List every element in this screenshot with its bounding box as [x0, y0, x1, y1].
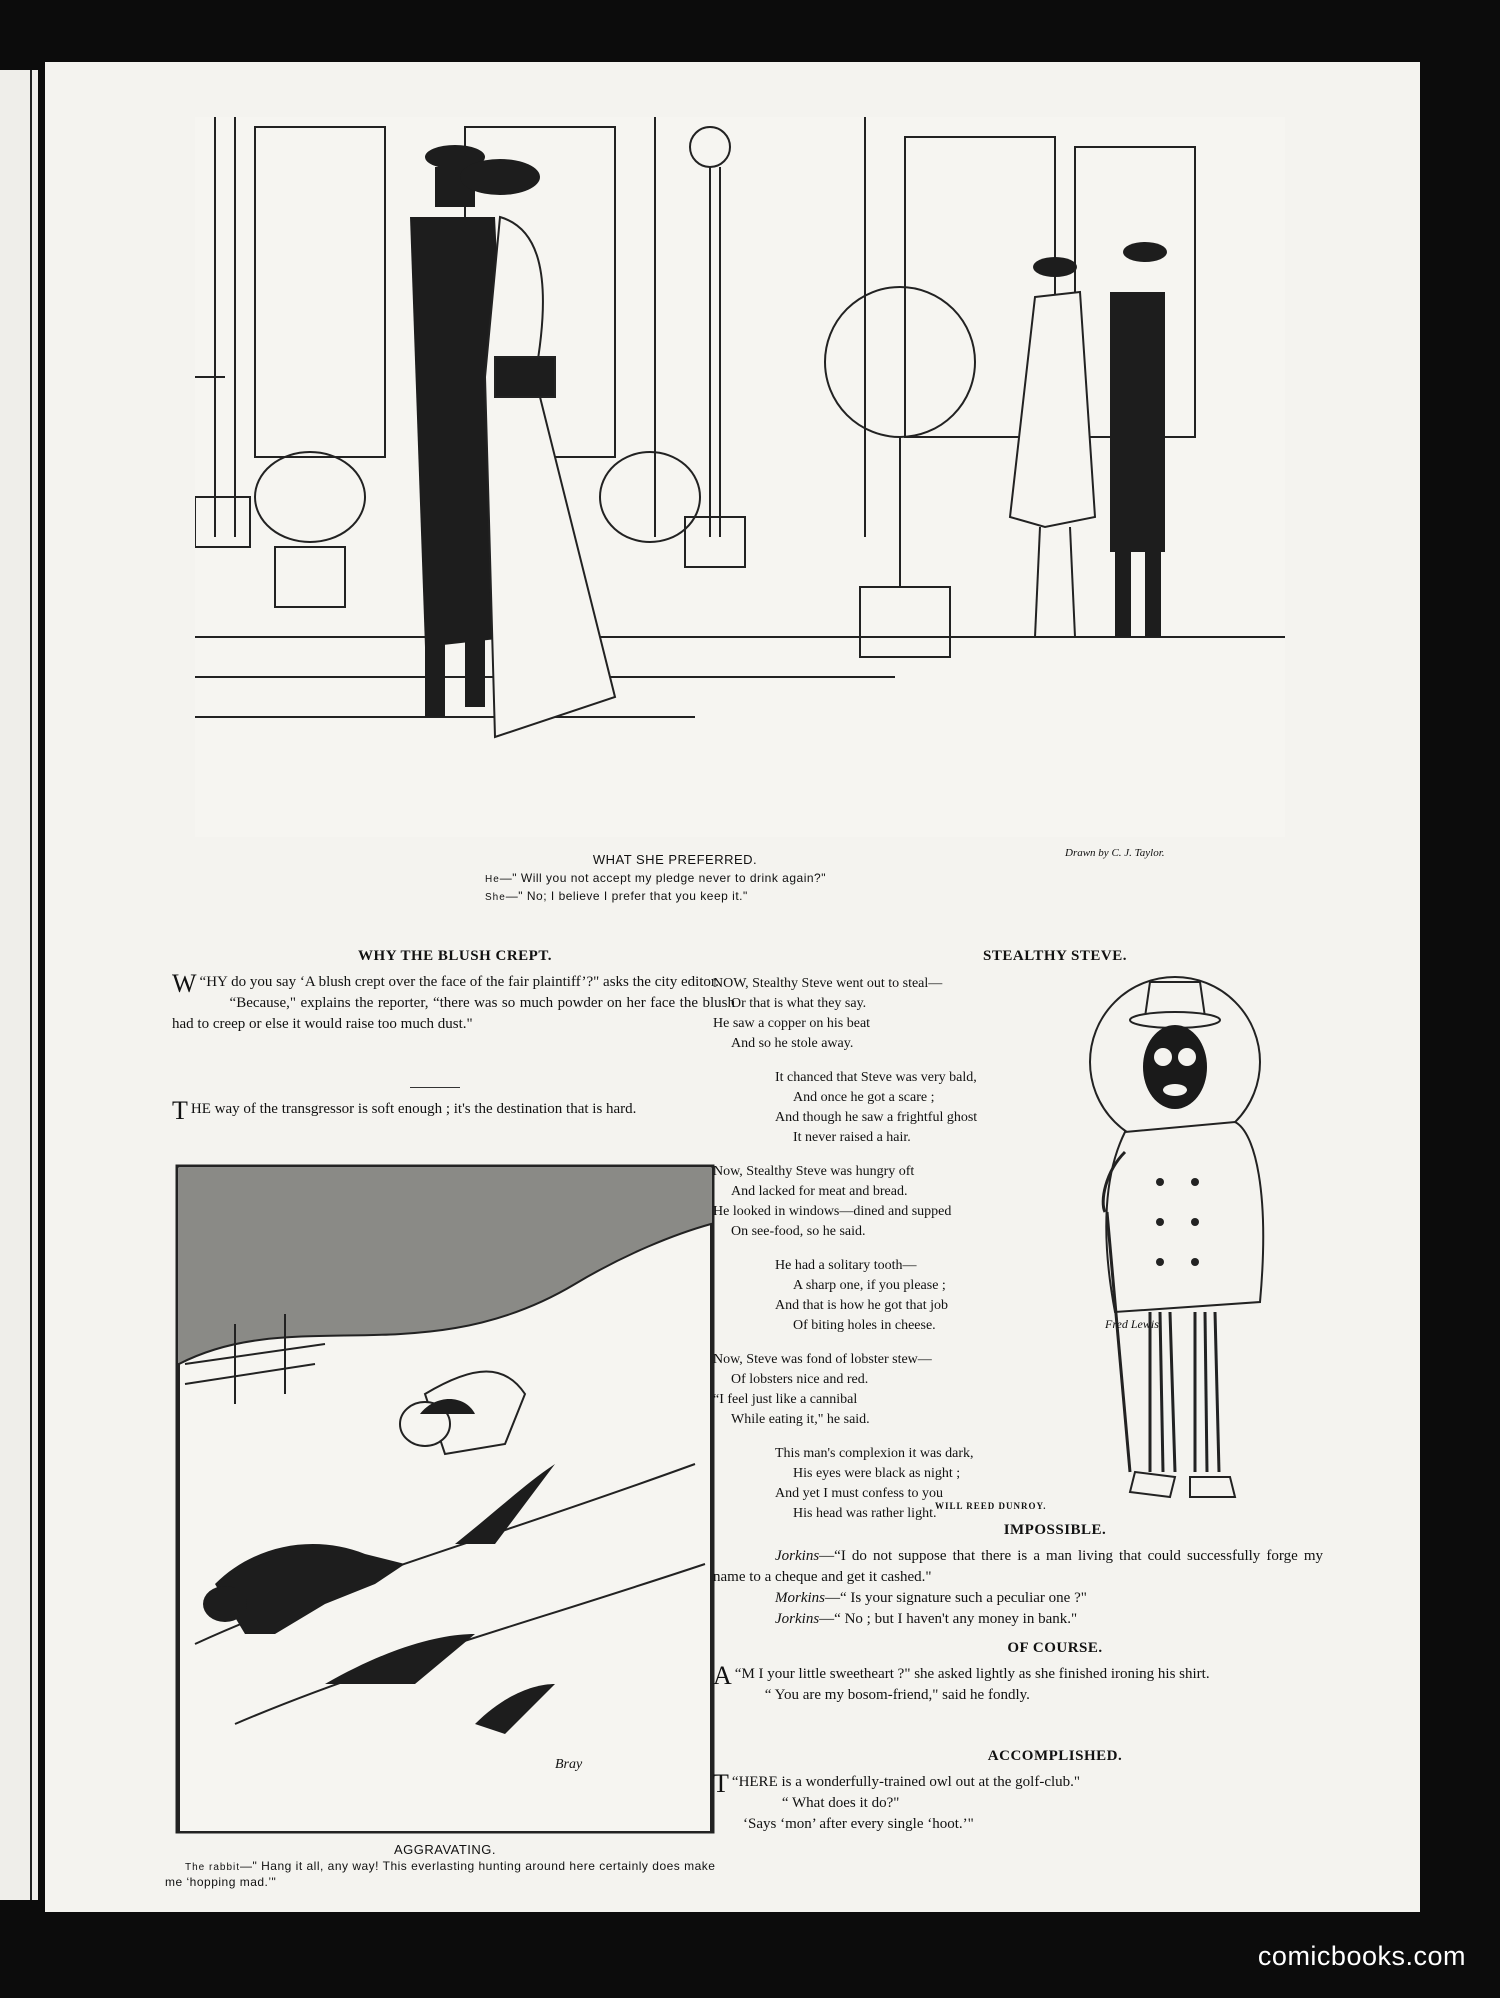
poem-line: NOW, Stealthy Steve went out to steal— — [713, 976, 943, 991]
section-divider — [410, 1087, 460, 1088]
accomplished-paragraph-2: “ What does it do?" — [781, 1795, 900, 1811]
accomplished-paragraph-3: ‘Says ‘mon’ after every single ‘hoot.’" — [743, 1816, 974, 1832]
site-watermark: comicbooks.com — [1257, 1941, 1466, 1971]
impossible-line-1 — [713, 1546, 1323, 1588]
poem-line: And though he saw a frightful ghost — [775, 1110, 978, 1125]
stealthy-steve-illustration — [1055, 972, 1325, 1532]
transgressor-text: HE way of the transgressor is soft enough ; it's the destination that is hard. — [190, 1101, 637, 1117]
transgressor-article — [172, 1096, 735, 1125]
poem-stanza — [713, 1068, 1093, 1148]
impossible-line-3 — [713, 1609, 1323, 1630]
poem-stanza — [713, 1350, 1093, 1430]
poem-stanza — [713, 1162, 1093, 1242]
poem-stanza — [713, 974, 1093, 1054]
of-course-article — [713, 1661, 1323, 1706]
rabbit-cartoon-title: AGGRAVATING. — [393, 1842, 497, 1857]
accomplished-dropcap: T — [713, 1769, 729, 1798]
rabbit-cartoon-caption — [165, 1859, 725, 1890]
poem-line: Of lobsters nice and red. — [731, 1372, 869, 1387]
poem-line: And yet I must confess to you — [775, 1486, 943, 1501]
accomplished-open-quote: “ — [731, 1774, 739, 1790]
of-course-paragraph-2: “ You are my bosom-friend," said he fondly. — [764, 1687, 1030, 1703]
poem-line: “I feel just like a cannibal — [713, 1392, 858, 1407]
poem-line: It never raised a hair. — [793, 1130, 911, 1145]
blush-paragraph-2: “Because," explains the reporter, “there was so much powder on her face the blush had to creep or else it would raise too much dust." — [172, 995, 735, 1032]
accomplished-heading: ACCOMPLISHED. — [987, 1748, 1123, 1764]
poem-line: Now, Stealthy Steve was hungry oft — [713, 1164, 915, 1179]
morkins-text: —“ Is your signature such a peculiar one ?" — [825, 1590, 1087, 1606]
blush-open-quote: “ — [199, 974, 207, 990]
jorkins-speaker-2: Jorkins — [775, 1611, 820, 1627]
of-course-paragraph-1 — [713, 1661, 1323, 1690]
poem-stanza — [713, 1256, 1093, 1336]
adjacent-page-edge — [0, 70, 38, 1900]
of-course-dropcap: A — [713, 1661, 732, 1690]
fred-lewis-signature: Fred Lewis — [1105, 1317, 1159, 1331]
morkins-speaker: Morkins — [775, 1590, 825, 1606]
speaker-she: She — [485, 892, 506, 903]
impossible-article — [713, 1546, 1323, 1630]
poem-line: And that is how he got that job — [775, 1298, 949, 1313]
poem-line: This man's complexion it was dark, — [775, 1446, 974, 1461]
poem-line: He had a solitary tooth— — [775, 1258, 917, 1273]
steve-heading: STEALTHY STEVE. — [983, 948, 1127, 964]
poem-line: Of biting holes in cheese. — [793, 1318, 936, 1333]
dialogue-line-1 — [485, 870, 905, 888]
poem-line: Or that is what they say. — [731, 996, 867, 1011]
of-course-text-1: M I your little sweetheart ?" she asked lightly as she finished ironing his shirt. — [741, 1666, 1210, 1682]
blush-text-1: HY do you say ‘A blush crept over the face of the fair plaintiff’?" asks the city editor. — [206, 974, 719, 990]
blush-paragraph-1 — [172, 969, 735, 998]
jorkins-text-2: —“ No ; but I haven't any money in bank." — [819, 1611, 1078, 1627]
bray-signature: Bray — [555, 1757, 583, 1772]
poem-line: He saw a copper on his beat — [713, 1016, 871, 1031]
jorkins-speaker: Jorkins — [775, 1548, 820, 1564]
top-cartoon-title: WHAT SHE PREFERRED. — [592, 852, 758, 867]
poem-line: His eyes were black as night ; — [793, 1466, 961, 1481]
blush-article — [172, 969, 735, 1035]
jorkins-text-1: —“I do not suppose that there is a man living that could successfully forge my name to a cheque and get it cashed." — [713, 1548, 1323, 1585]
street-scene-illustration — [195, 117, 1285, 837]
poem-line: He looked in windows—dined and supped — [713, 1204, 952, 1219]
blush-heading: WHY THE BLUSH CREPT. — [358, 948, 552, 964]
top-cartoon-credit: Drawn by C. J. Taylor. — [1065, 847, 1165, 859]
he-text: —" Will you not accept my pledge never to drink again?" — [499, 871, 826, 885]
rabbit-text: —" Hang it all, any way! This everlasting hunting around here certainly does make me ‘hopping mad.’" — [165, 1859, 716, 1889]
impossible-heading: IMPOSSIBLE. — [1003, 1522, 1107, 1538]
top-cartoon-dialogue — [485, 870, 905, 906]
poem-line: While eating it," he said. — [731, 1412, 870, 1427]
impossible-line-2 — [713, 1588, 1323, 1609]
cartoon-what-she-preferred — [195, 117, 1285, 837]
poem-line: It chanced that Steve was very bald, — [775, 1070, 977, 1085]
poem-line: And lacked for meat and bread. — [731, 1184, 908, 1199]
accomplished-text-1: HERE is a wonderfully-trained owl out at the golf-club." — [738, 1774, 1081, 1790]
poem-line: On see-food, so he said. — [731, 1224, 866, 1239]
poem-line: A sharp one, if you please ; — [793, 1278, 946, 1293]
of-course-heading: OF COURSE. — [1007, 1640, 1103, 1656]
magazine-page — [45, 62, 1420, 1912]
she-text: —" No; I believe I prefer that you keep it." — [505, 889, 748, 903]
rabbit-dog-illustration — [175, 1164, 715, 1834]
accomplished-paragraph-1 — [713, 1769, 1323, 1798]
speaker-rabbit: The rabbit — [185, 1862, 241, 1873]
stealthy-steve-poem — [713, 974, 1093, 1524]
accomplished-article — [713, 1769, 1323, 1835]
poem-line: And once he got a scare ; — [793, 1090, 935, 1105]
poem-line: Now, Steve was fond of lobster stew— — [713, 1352, 932, 1367]
blush-dropcap: W — [172, 969, 197, 998]
transgressor-dropcap: T — [172, 1096, 188, 1125]
poem-line: His head was rather light. — [793, 1506, 937, 1521]
poem-stanza — [713, 1444, 1093, 1524]
poem-author: WILL REED DUNROY. — [935, 1501, 1047, 1511]
of-course-open-quote: “ — [734, 1666, 742, 1682]
cartoon-aggravating — [175, 1164, 715, 1834]
poem-line: And so he stole away. — [731, 1036, 854, 1051]
speaker-he: He — [485, 874, 500, 885]
dialogue-line-2 — [485, 888, 905, 906]
